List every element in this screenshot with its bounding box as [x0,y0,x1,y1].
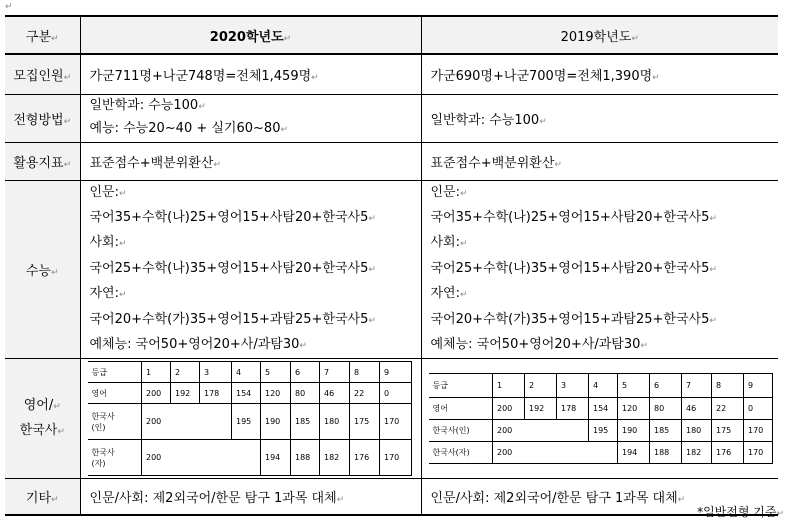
csat-2019-line: 국어25+수학(나)35+영어15+사탐20+한국사5↵ [430,260,717,276]
grade-cell: 2 [171,362,200,383]
history-humanities-row [88,404,412,440]
csat-2020-line: 예체능: 국어50+영어20+사/과탐30↵ [89,336,307,352]
grade-cell: 6 [650,374,682,398]
history-natural-row [88,440,412,476]
grade-cell: 9 [744,374,773,398]
history-humanities-label: 한국사 (인) [88,404,142,440]
history-score: 200 [142,440,261,476]
history-score: 200 [142,404,232,440]
grade-header: 등급 [429,374,493,398]
history-score: 194 [618,442,650,464]
csat-2019-line: 인문:↵ [430,184,468,200]
row-quota [5,54,778,94]
paragraph-mark: ↵ [5,2,13,12]
grade-cell: 1 [493,374,525,398]
english-score: 120 [261,383,291,404]
grade-row [429,374,773,398]
index-2020: 표준점수+백분위환산↵ [80,142,421,180]
quota-2020: 가군711명+나군748명=전체1,459명↵ [80,54,421,94]
admission-comparison-table [5,15,778,516]
grade-cell: 3 [557,374,589,398]
history-score: 185 [650,420,682,442]
csat-2020-line: 사회:↵ [89,235,127,251]
grade-table-2019 [429,373,774,464]
english-score: 178 [557,398,589,420]
etc-2019: 인문/사회: 제2외국어/한문 탐구 1과목 대체↵ [421,479,778,515]
label-eng-history: 영어/↵ 한국사↵ [5,359,80,479]
history-score: 195 [232,404,261,440]
grade-cell: 7 [682,374,712,398]
label-etc: 기타↵ [5,479,80,515]
grade-cell: 2 [525,374,557,398]
grade-table-2020 [88,361,413,476]
english-score: 200 [493,398,525,420]
english-score: 0 [744,398,773,420]
english-score: 22 [712,398,744,420]
csat-2019 [421,180,778,359]
header-2020: 2020학년도↵ [80,16,421,54]
header-category: 구분↵ [5,16,80,54]
history-natural-label: 한국사(자) [429,442,493,464]
grade-cell: 5 [618,374,650,398]
csat-2019-line: 국어35+수학(나)25+영어15+사탐20+한국사5↵ [430,209,717,225]
csat-2020-line: 국어35+수학(나)25+영어15+사탐20+한국사5↵ [89,209,376,225]
english-score: 192 [171,383,200,404]
row-method [5,94,778,142]
label-index: 활용지표↵ [5,142,80,180]
english-label: 영어 [429,398,493,420]
grade-cell: 5 [261,362,291,383]
etc-2020: 인문/사회: 제2외국어/한문 탐구 1과목 대체↵ [80,479,421,515]
history-humanities-label: 한국사(인) [429,420,493,442]
history-natural-row [429,442,773,464]
english-score: 178 [200,383,232,404]
history-score: 176 [712,442,744,464]
english-score: 46 [320,383,350,404]
history-score: 190 [618,420,650,442]
history-humanities-row [429,420,773,442]
label-method: 전형방법↵ [5,94,80,142]
csat-2019-line: 국어20+수학(가)35+영어15+과탐25+한국사5↵ [430,311,717,327]
history-score: 180 [682,420,712,442]
grade-cell: 9 [380,362,412,383]
csat-2020-line: 자연:↵ [89,286,127,302]
english-row [429,398,773,420]
history-score: 188 [650,442,682,464]
history-score: 200 [493,442,618,464]
history-score: 176 [350,440,380,476]
grade-cell: 8 [350,362,380,383]
english-score: 154 [232,383,261,404]
csat-2020-line: 국어25+수학(나)35+영어15+사탐20+한국사5↵ [89,260,376,276]
english-score: 192 [525,398,557,420]
english-score: 200 [142,383,171,404]
history-natural-label: 한국사 (자) [88,440,142,476]
history-score: 188 [291,440,320,476]
label-quota: 모집인원↵ [5,54,80,94]
english-score: 80 [650,398,682,420]
history-score: 194 [261,440,291,476]
history-score: 200 [493,420,589,442]
row-etc [5,479,778,515]
index-2019: 표준점수+백분위환산↵ [421,142,778,180]
method-2020: 일반학과: 수능100↵ 예능: 수능20~40 + 실기60~80↵ [80,94,421,142]
quota-2019: 가군690명+나군700명=전체1,390명↵ [421,54,778,94]
history-score: 182 [320,440,350,476]
footnote: *일반전형 기준↵ [697,505,784,519]
grade-row [88,362,412,383]
csat-2020-line: 인문:↵ [89,184,127,200]
csat-2019-line: 예체능: 국어50+영어20+사/과탐30↵ [430,336,648,352]
grade-cell: 3 [200,362,232,383]
header-2019: 2019학년도↵ [421,16,778,54]
grade-header: 등급 [88,362,142,383]
english-score: 22 [350,383,380,404]
history-score: 170 [380,440,412,476]
history-score: 175 [350,404,380,440]
history-score: 195 [589,420,618,442]
history-score: 170 [744,420,773,442]
history-score: 190 [261,404,291,440]
history-score: 185 [291,404,320,440]
english-score: 0 [380,383,412,404]
csat-2020 [80,180,421,359]
english-score: 120 [618,398,650,420]
row-csat [5,180,778,359]
csat-2020-line: 국어20+수학(가)35+영어15+과탐25+한국사5↵ [89,311,376,327]
english-score: 46 [682,398,712,420]
history-score: 182 [682,442,712,464]
english-label: 영어 [88,383,142,404]
english-score: 154 [589,398,618,420]
grade-cell: 8 [712,374,744,398]
row-eng-history [5,359,778,479]
grade-cell: 6 [291,362,320,383]
english-row [88,383,412,404]
row-index [5,142,778,180]
grade-cell: 1 [142,362,171,383]
header-row [5,16,778,54]
csat-2019-line: 자연:↵ [430,286,468,302]
history-score: 170 [380,404,412,440]
history-score: 180 [320,404,350,440]
grade-cell: 4 [232,362,261,383]
method-2019: 일반학과: 수능100↵ [421,94,778,142]
history-score: 175 [712,420,744,442]
grade-cell: 4 [589,374,618,398]
eng-history-2019 [421,359,778,479]
label-csat: 수능↵ [5,180,80,359]
history-score: 170 [744,442,773,464]
eng-history-2020 [80,359,421,479]
grade-cell: 7 [320,362,350,383]
csat-2019-line: 사회:↵ [430,235,468,251]
english-score: 80 [291,383,320,404]
